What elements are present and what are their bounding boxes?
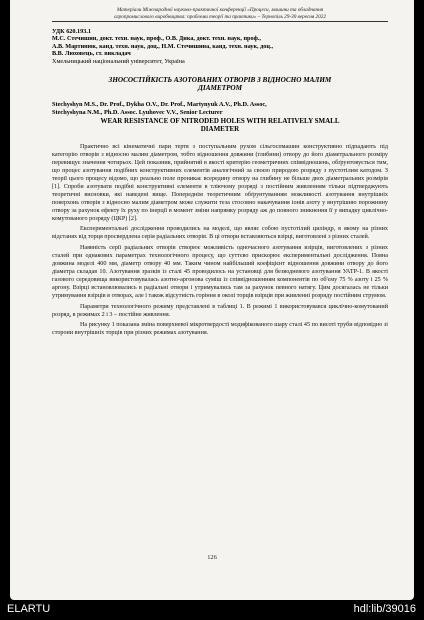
authors-ukrainian [52,35,388,58]
conference-header [52,7,388,20]
paper-page [10,0,414,600]
paragraph: Наявність серії радіальних отворів створює можливість одночасного азотування взірців, виготовлених з різних сталей при однакових параметрах технологічного процесу, що суттєво прискорює експериментальні дослідження. Повна довжина моделі 400 мм, діаметр отвору 40 мм. Таким чином найбільший коефіцієнт відношення довжини отвору до його діаметра складав 10. Азотування зразків із сталі 45 проводилось на установці для безводневого азотування УАТР-1. В якості газового середовища використовувалась азотно-аргонова суміш із співвідношенням компонентів по об'єму 75 % азоту і 25 % аргону. Взірці встановлювались в радіальні отвори і утримувались там за рахунок певного натягу. Цим досягалась не тільки утримування взірців в отворах, але і також відсутність горіння в околі торців взірців при живленні розряду постійним струмом. [52,245,388,299]
udk-code: УДК 620.193.1 [52,28,91,35]
authors-ukrainian-line-1: М.С. Стечишин, докт. техн. наук, проф., О.В. Дика, докт. техн. наук, проф., [52,35,261,43]
paragraph: Практично всі кінематичні пари тертя з поступальним рухом сільгоспмашин конструктивно підпадають під категорію отворів з відносно малим діаметром, тобто відношення довжини (глибини) отвору до його діаметрального розміру перевищує значення чотирьох. Цей показник, прийнятий в якості критерію геометричних співвідношень, обґрунтовується тим, що процес азотування подібних конструктивних елементів аналогічний за своєю природою розряду з пустотілим катодом. З теорії цього процесу відомо, що реально поле проникає всередину отвору на глибину не більше двох діаметральних розмірів [1]. Спроби азотувати подібні конструктивні елементи в тліючому розряді з постійним живленням тільки підтверджують теоретичні висновки, які наведені вище. Попереднім теоретичним обґрунтуванням можливості азотування внутрішніх поверхонь отворів з відносно малим діаметром може служити теза стосовно накачування іонів азоту у внутрішню порожнину отвору за рахунок ефекту їх руху по інерції в момент зміни напрямку розряду аж до повного зникнення її у випадку циклічно-комутованого розряду (ЦКР) [2]. [52,144,388,222]
article-body [52,144,388,338]
paragraph: Параметри технологічного режиму представлені в таблиці 1. В режимі 1 використовувався циклічно-комутований розряд, в режимах 2 і 3 – постійне живлення. [52,303,388,318]
paragraph: На рисунку 1 показана зміна поверхневої мікротвердості модифікованого шару сталі 45 по висоті труби відповідно зі сторони внутрішніх торців при різних режимах азотування. [52,322,388,337]
handle-identifier[interactable]: hdl:lib/39016 [353,603,416,615]
title-ukrainian-line-2: ДІАМЕТРОМ [198,83,242,92]
authors-english [52,101,388,117]
title-ukrainian [52,76,388,93]
conference-header-line-2: агропромислового виробництва: проблеми теорії та практики» – Тернопіль 29-30 вересня 2022 [114,13,326,20]
title-english-line-1: WEAR RESISTANCE OF NITRODED HOLES WITH RELATIVELY SMALL [100,116,340,125]
title-english-line-2: DIAMETER [200,125,240,134]
repository-footer [0,600,424,620]
page-content [52,7,388,341]
authors-english-line-1: Stechyshyn M.S., Dr. Prof., Dykha O.V., Dr. Prof., Martynyuk A.V., Ph.D. Assoc, [52,101,267,109]
page-number: 126 [207,554,217,561]
authors-ukrainian-line-2: А.В. Мартинюк, канд. техн. наук, доц., Н.М. Стечишина, канд. техн. наук, доц., [52,42,274,50]
header-divider [52,21,388,22]
paragraph: Експериментальні дослідження проводились на моделі, що являє собою пустотілий циліндр, в якому на різних відстанях від торця просвердлена серія радіальних отворів. В ці отвори вставляються взірці, виготовлені з різних сталей. [52,226,388,241]
affiliation: Хмельницький національний університет, Україна [52,57,185,65]
authors-english-line-2: Stechyshyna N.M., Ph.D. Assoc. Lyuhovec V.V., Senior Lecturer [52,109,223,117]
repository-name: ELARTU [7,603,51,615]
authors-ukrainian-line-3: В.В. Люховець, ст. викладач [52,50,131,58]
title-ukrainian-line-1: ЗНОСОСТІЙКІСТЬ АЗОТОВАНИХ ОТВОРІВ З ВІДНОСНО МАЛИМ [108,75,332,84]
title-english [52,117,388,133]
conference-header-line-1: Матеріали Міжнародної науково-практичної конференції «Процеси, машини та обладнання [116,7,324,13]
